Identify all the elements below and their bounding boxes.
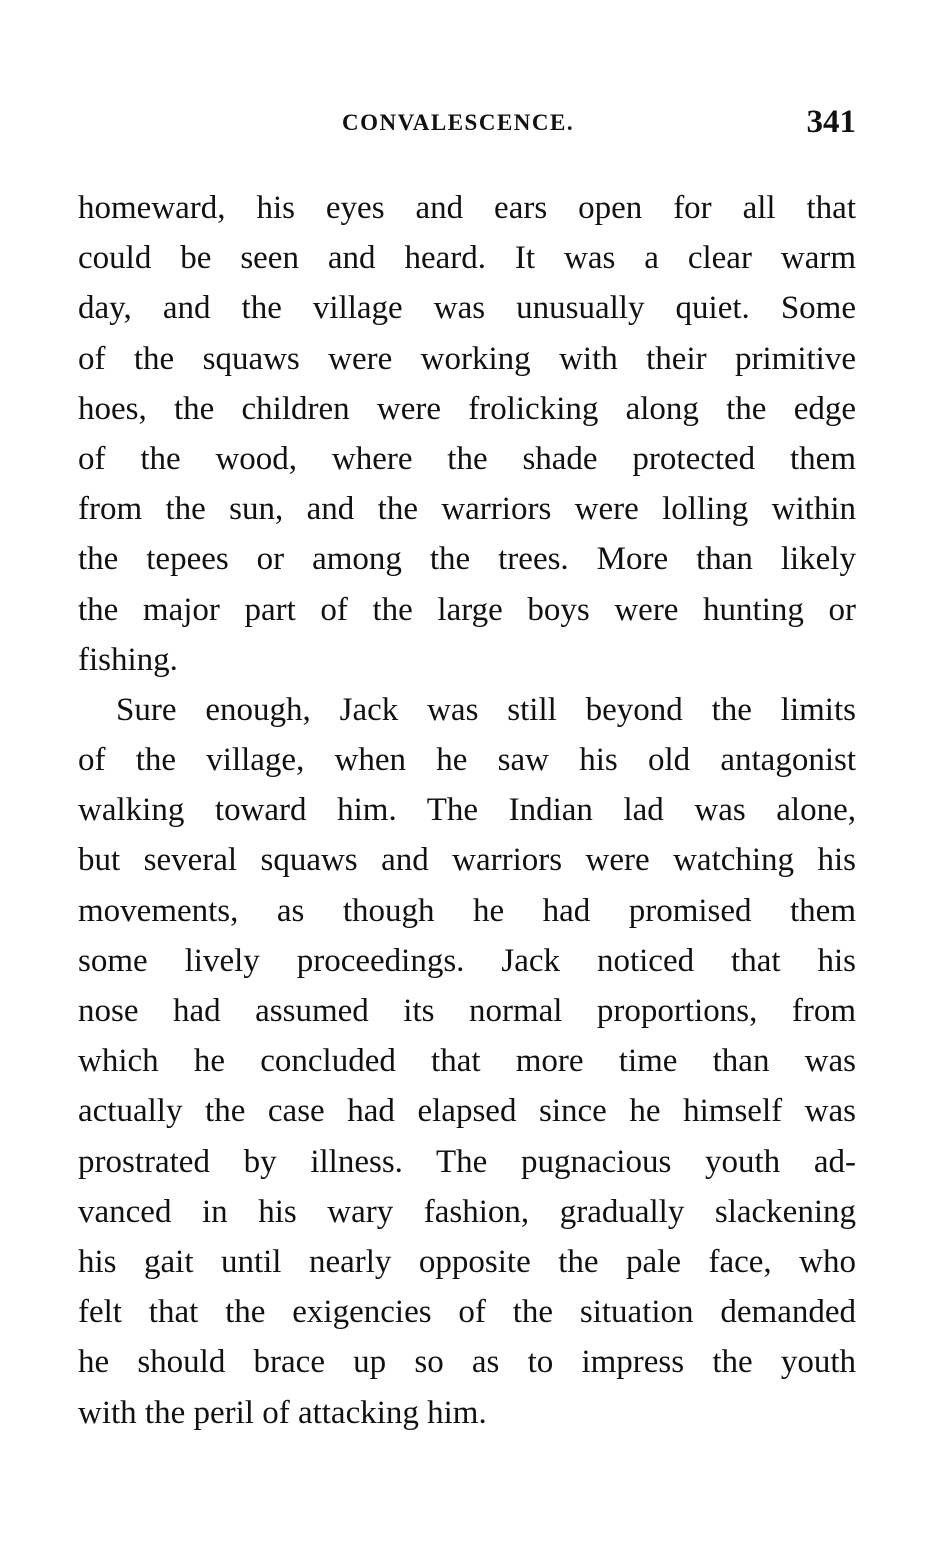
body-text — [78, 183, 856, 1438]
text-line: he should brace up so as to impress the youth — [78, 1344, 856, 1381]
text-line: vanced in his wary fashion, gradually slackening — [78, 1193, 856, 1230]
text-line: walking toward him. The Indian lad was alone, — [78, 792, 856, 829]
text-line: could be seen and heard. It was a clear warm — [78, 240, 856, 277]
running-title: CONVALESCENCE. — [342, 110, 575, 135]
text-line: of the wood, where the shade protected them — [78, 440, 856, 477]
text-line: fishing. — [78, 641, 178, 678]
text-line: the tepees or among the trees. More than likely — [78, 541, 856, 578]
text-line: of the village, when he saw his old antagonist — [78, 742, 856, 779]
text-line: the major part of the large boys were hunting or — [78, 591, 856, 628]
text-line: movements, as though he had promised them — [78, 892, 856, 929]
paragraph — [78, 183, 856, 685]
text-line: day, and the village was unusually quiet. Some — [78, 290, 856, 327]
page-number: 341 — [806, 104, 856, 140]
text-line: prostrated by illness. The pugnacious youth ad- — [78, 1143, 856, 1180]
text-line: nose had assumed its normal proportions, from — [78, 993, 856, 1029]
text-line: with the peril of attacking him. — [78, 1394, 487, 1431]
text-line: homeward, his eyes and ears open for all that — [78, 190, 856, 226]
text-line: hoes, the children were frolicking along the edge — [78, 390, 856, 427]
text-line: his gait until nearly opposite the pale face, who — [78, 1243, 856, 1280]
text-line: but several squaws and warriors were watching his — [78, 842, 856, 879]
text-line: which he concluded that more time than was — [78, 1043, 856, 1080]
text-line: some lively proceedings. Jack noticed that his — [78, 942, 856, 979]
text-line: of the squaws were working with their primitive — [78, 340, 856, 377]
paragraph — [78, 685, 856, 1438]
text-line: from the sun, and the warriors were lolling within — [78, 491, 856, 528]
text-line: actually the case had elapsed since he himself was — [78, 1093, 856, 1130]
text-line: Sure enough, Jack was still beyond the limits — [116, 691, 856, 728]
running-head — [78, 104, 856, 144]
text-line: felt that the exigencies of the situation demanded — [78, 1294, 856, 1331]
